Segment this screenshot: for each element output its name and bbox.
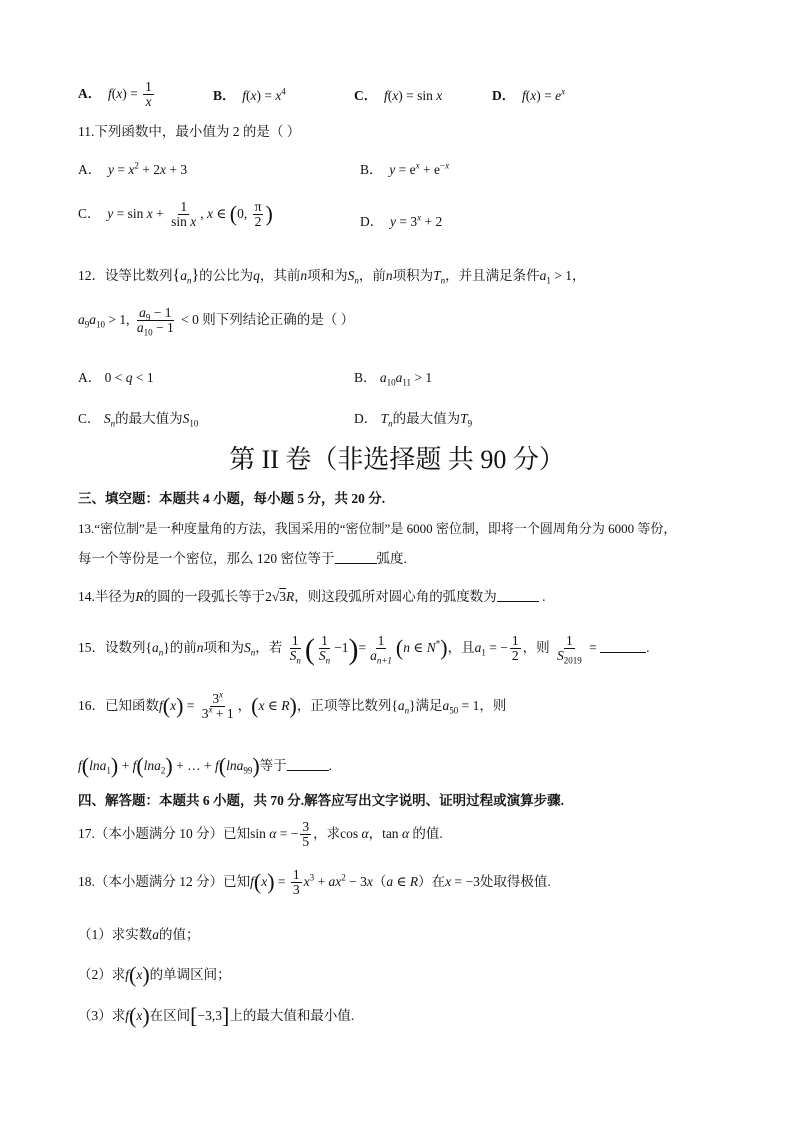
- q13-line1: 13.“密位制”是一种度量角的方法，我国采用的“密位制”是 6000 密位制，即将一个圆周角分为 6000 等份，: [78, 521, 677, 536]
- q12-option-a[interactable]: A． 0 < q < 1: [78, 370, 154, 385]
- q11-stem: 11.下列函数中，最小值为 2 的是（ ）: [78, 124, 301, 139]
- q18-part3: （3）求f(x)在区间[−3,3]上的最大值和最小值.: [78, 1003, 355, 1028]
- q11-option-a[interactable]: A． $y = x^2 + 2x + 3$: [78, 160, 188, 177]
- q10-options: [78, 80, 718, 120]
- q14-answer-blank[interactable]: [497, 601, 539, 602]
- q13-answer-blank[interactable]: [335, 563, 377, 564]
- q16-answer-blank[interactable]: [287, 770, 329, 771]
- section-2-title: 第 II 卷（非选择题 共 90 分）: [229, 445, 565, 474]
- q12-stem: 12．设等比数列$\{a_n\}$的公比为q，其前n项和为$S_n$，前n项积为$T_n$，并且满足条件$a_1 > 1$，: [78, 267, 586, 286]
- q18-part1: （1）求实数a的值；: [78, 927, 200, 942]
- q12-option-b[interactable]: B． $a_{10}a_{11} > 1$: [354, 370, 433, 388]
- section-4-header: 四、解答题：本题共 6 小题，共 70 分.解答应写出文字说明、证明过程或演算步骤.: [78, 793, 564, 808]
- q16-expression: f(lna$_1$) + f(lna$_2$) + … + f(lna$_{99}$)等于 .: [78, 753, 333, 778]
- q15-answer-blank[interactable]: [600, 652, 646, 653]
- q18-part2: （2）求f(x)的单调区间；: [78, 962, 231, 987]
- q10-option-a[interactable]: A． f(x) = $\frac{1}{x}$: [78, 79, 152, 110]
- section-3-header: 三、填空题：本题共 4 小题，每小题 5 分，共 20 分.: [78, 491, 386, 506]
- q14: 14.半径为R的圆的一段弧长等于2√3R，则这段弧所对圆心角的弧度数为 .: [78, 589, 546, 604]
- q16-stem: 16．已知函数f(x) = $\frac{3^x}{3^x + 1}$ ，(x ∈ R)，正项等比数列$\{a_n\}$满足$a_{50} = 1$，则: [78, 689, 507, 722]
- q12-option-d[interactable]: D． $T_n$的最大值为$T_9$: [354, 411, 473, 429]
- q12-condition: $a_9a_{10} > 1$, $\frac{a_9 - 1}{a_{10} - 1}$ < 0 则下列结论正确的是（ ）: [78, 305, 355, 338]
- q17: 17.（本小题满分 10 分）已知sin α = − $\frac{3}{5}$ ，求cos α，tan α 的值.: [78, 819, 443, 850]
- q10-option-d[interactable]: D． $f(x) = e^x$: [492, 86, 566, 103]
- q10-option-c[interactable]: C． f(x) = sin x: [354, 88, 443, 103]
- q18-stem: 18.（本小题满分 12 分）已知f(x) = $\frac{1}{3}$ $x^3 + ax^2 - 3x(a$ ∈ R）在x = −3处取得极值.: [78, 867, 551, 898]
- q13-line2: 每一个等份是一个密位，那么 120 密位等于 弧度.: [78, 551, 407, 566]
- q11-option-c[interactable]: C． y = sin x + $\frac{1}{\text{sin x}}$ , x ∈ (0, $\frac{\pi}{2}$ ): [78, 199, 273, 230]
- q10-option-b[interactable]: B． $f(x) = x^4$: [213, 86, 286, 103]
- q11-option-b[interactable]: B． $y = e^x + e^{-x}$: [360, 160, 450, 177]
- q11-option-d[interactable]: D． $y = 3^x + 2$: [360, 212, 443, 229]
- q15: 15．设数列$\{a_n\}$的前n项和为$S_n$，若 $\frac{1}{S_n}$ ( $\frac{1}{S_n}$ −1)= $\frac{1}{a_{n+1}}$ (n ∈ N*)，且$a_1$ = − $\frac{1}{2}$ ，则 $\frac{1}{S_{2019}}$ = .: [78, 633, 650, 667]
- q12-option-c[interactable]: C． $S_n$的最大值为$S_{10}$: [78, 411, 199, 429]
